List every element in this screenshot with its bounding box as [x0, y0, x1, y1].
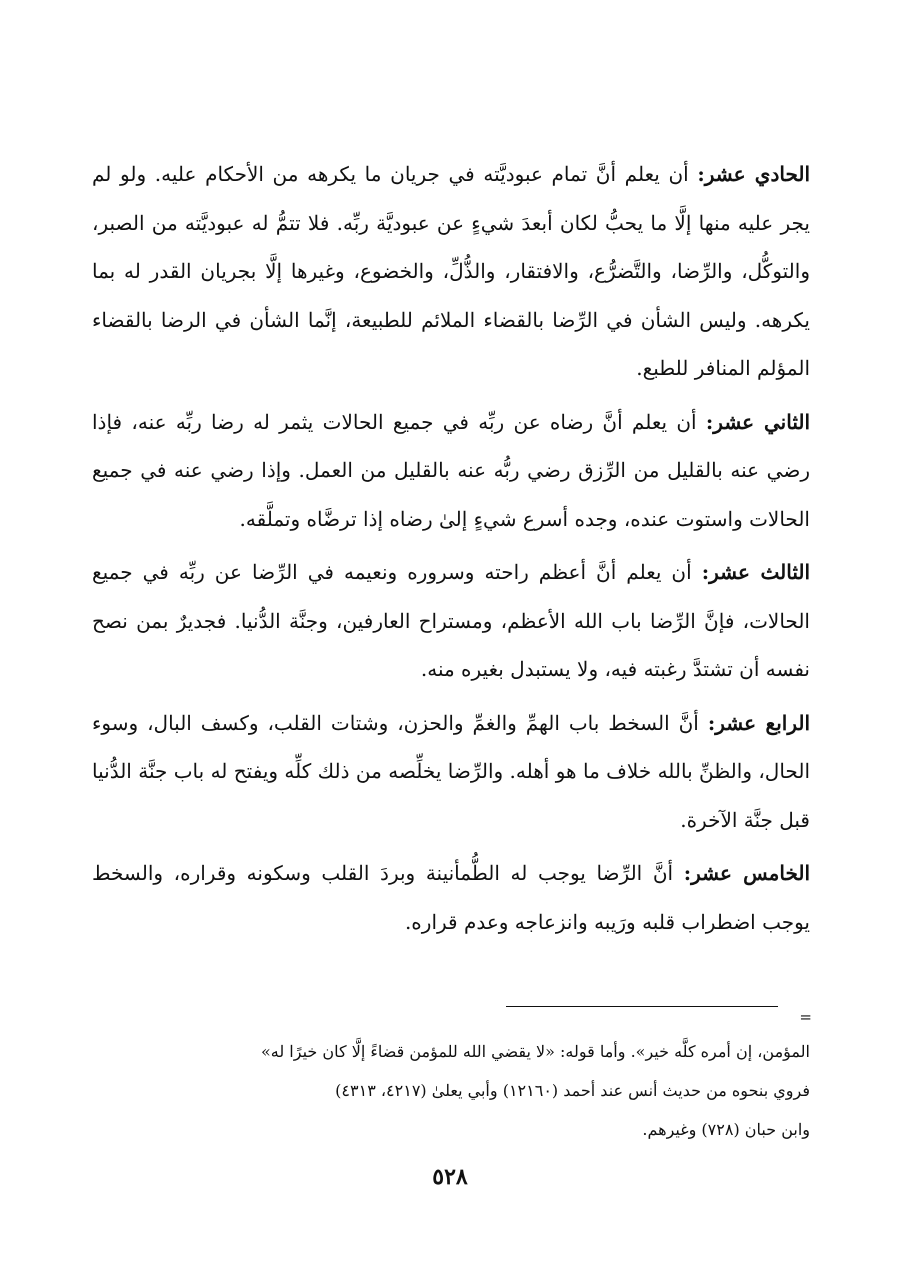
- paragraph-15: [92, 849, 810, 946]
- paragraph-13: [92, 548, 810, 694]
- paragraph-body: أن يعلم أنَّ أعظم راحته وسروره ونعيمه في الرِّضا عن ربِّه في جميع الحالات، فإنَّ الرِّضا باب الله الأعظم، ومستراح العارفين، وجنَّة الدُّنيا. فجديرٌ بمن نصح نفسه أن تشتدَّ رغبته فيه، ولا يستبدل بغيره منه.: [92, 560, 810, 681]
- paragraph-body: أن يعلم أنَّ تمام عبوديَّته في جريان ما يكرهه من الأحكام عليه. ولو لم يجر عليه منها إلَّا ما يحبُّ لكان أبعدَ شيءٍ عن عبوديَّة ربِّه. فلا تتمُّ له عبوديَّته من الصبر، والتوكُّل، والرِّضا، والتَّضرُّع، والافتقار، والذُّلِّ، والخضوع، وغيرها إلَّا بجريان القدر له بما يكرهه. وليس الشأن في الرِّضا بالقضاء الملائم للطبيعة، إنَّما الشأن في الرضا بالقضاء المؤلم المنافر للطبع.: [92, 162, 810, 380]
- paragraph-body: أن يعلم أنَّ رضاه عن ربِّه في جميع الحالات يثمر له رضا ربِّه عنه، فإذا رضي عنه بالقليل من الرِّزق رضي ربُّه عنه بالقليل من العمل. وإذا رضي عنه في جميع الحالات واستوت عنده، وجده أسرع شيءٍ إلىٰ رضاه إذا ترضَّاه وتملَّقه.: [92, 409, 810, 531]
- main-text: [92, 150, 810, 951]
- footnote-divider: [506, 1006, 778, 1007]
- paragraph-lead: الخامس عشر:: [683, 861, 811, 885]
- paragraph-11: [92, 150, 810, 393]
- footnote-line: فروي بنحوه من حديث أنس عند أحمد (١٢١٦٠) وأبي يعلىٰ (٤٢١٧، ٤٣١٣): [335, 1081, 810, 1100]
- paragraph-lead: الرابع عشر:: [707, 710, 811, 735]
- paragraph-lead: الثاني عشر:: [705, 409, 811, 434]
- paragraph-14: [92, 699, 810, 845]
- paragraph-lead: الحادي عشر:: [697, 162, 811, 186]
- footnote-line: وابن حبان (٧٢٨) وغيرهم.: [642, 1120, 810, 1139]
- paragraph-lead: الثالث عشر:: [701, 560, 811, 584]
- paragraph-body: أنَّ الرِّضا يوجب له الطُّمأنينة وبردَ القلب وسكونه وقراره، والسخط يوجب اضطراب قلبه ورَيبه وانزعاجه وعدم قراره.: [92, 861, 810, 934]
- paragraph-body: أنَّ السخط باب الهمِّ والغمِّ والحزن، وشتات القلب، وكسف البال، وسوء الحال، والظنِّ بالله خلاف ما هو أهله. والرِّضا يخلِّصه من ذلك كلِّه ويفتح له باب جنَّة الدُّنيا قبل جنَّة الآخرة.: [92, 710, 810, 832]
- paragraph-12: [92, 398, 810, 544]
- footnote-line: المؤمن، إن أمره كلَّه خير». وأما قوله: «لا يقضي الله للمؤمن قضاءً إلَّا كان خيرًا له»: [260, 1042, 810, 1061]
- footnote: [110, 1032, 810, 1149]
- page-number: ٥٢٨: [432, 1164, 468, 1190]
- footnote-continuation-marker: =: [799, 1008, 812, 1026]
